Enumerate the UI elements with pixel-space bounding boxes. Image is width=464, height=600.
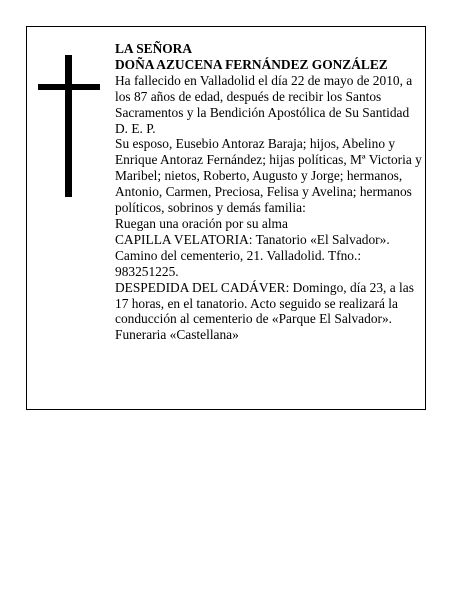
death-announcement: Ha fallecido en Valladolid el día 22 de mayo de 2010, a los 87 años de edad, después de recibir los Santos Sacramentos y la Bendición Apostólica de Su Santidad D. E. P. [115, 72, 413, 136]
funeral-home: Funeraria «Castellana» [115, 327, 239, 343]
obituary-notice [26, 26, 426, 410]
cross-icon-vertical-bar [65, 55, 72, 197]
title-line-1: LA SEÑORA [115, 41, 193, 56]
deceased-name: DOÑA AZUCENA FERNÁNDEZ GONZÁLEZ [115, 56, 388, 72]
farewell-details: DESPEDIDA DEL CADÁVER: Domingo, día 23, a las 17 horas, en el tanatorio. Acto seguido se realizará la conducción al cementerio de «Parque El Salvador». [115, 279, 414, 327]
obituary-text [115, 41, 424, 343]
prayer-request: Ruegan una oración por su alma [115, 215, 288, 231]
cross-icon-horizontal-bar [38, 84, 100, 90]
family-list: Su esposo, Eusebio Antoraz Baraja; hijos, Abelino y Enrique Antoraz Fernández; hijas políticas, Mª Victoria y Maribel; nietos, Roberto, Augusto y Jorge; hermanos, Antonio, Carmen, Preciosa, Felisa y Avelina; hermanos políticos, sobrinos y demás familia: [115, 136, 422, 216]
wake-location: CAPILLA VELATORIA: Tanatorio «El Salvador». Camino del cementerio, 21. Valladolid. Tfno.: 983251225. [115, 231, 390, 279]
